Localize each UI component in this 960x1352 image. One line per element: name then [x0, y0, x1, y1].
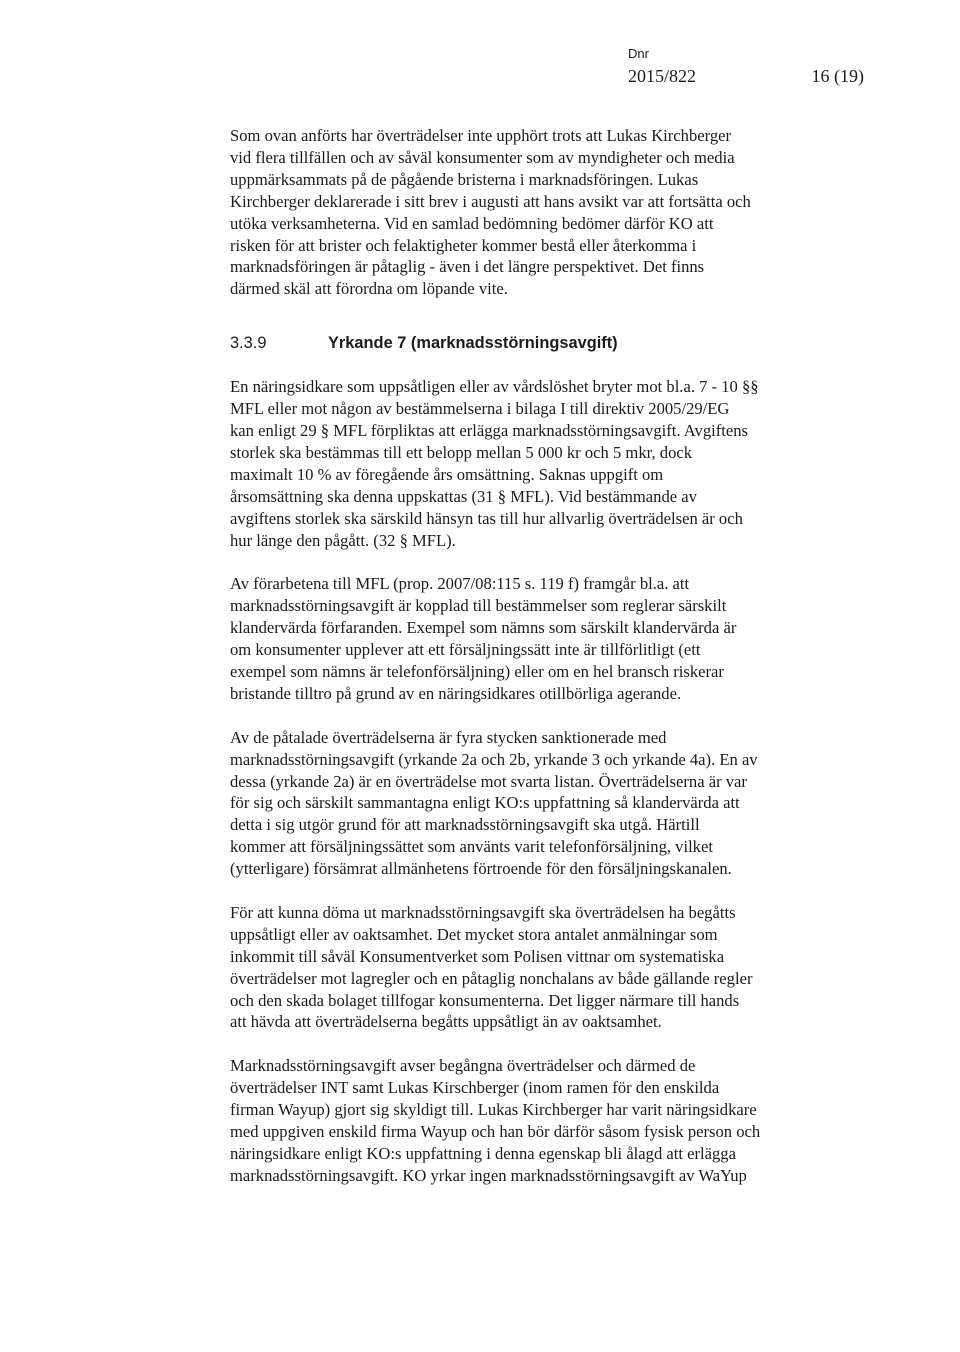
text-line: med uppgiven enskild firma Wayup och han bör därför såsom fysisk person och [230, 1122, 761, 1141]
text-line: avgiftens storlek ska särskild hänsyn tas till hur allvarlig överträdelsen är och [230, 508, 743, 528]
text-line: att hävda att överträdelserna begåtts uppsåtligt än av oaktsamhet. [230, 1012, 662, 1032]
text-line: firman Wayup) gjort sig skyldigt till. Lukas Kirchberger har varit näringsidkare [230, 1100, 757, 1120]
text-line: hur länge den pågått. (32 § MFL). [230, 530, 456, 550]
paragraph-4 [230, 727, 842, 880]
paragraph-3 [230, 573, 842, 704]
text-line: bristande tilltro på grund av en näringsidkares otillbörliga agerande. [230, 683, 682, 703]
dnr-label: Dnr [628, 46, 649, 61]
text-line: maximalt 10 % av föregående års omsättning. Saknas uppgift om [230, 464, 664, 484]
text-line: inkommit till såväl Konsumentverket som Polisen vittnar om systematiska [230, 946, 725, 966]
text-line: klandervärda förfaranden. Exempel som nämns som särskilt klandervärda är [230, 618, 737, 638]
text-line: och den skada bolaget tillfogar konsumenterna. Det ligger närmare till hands [230, 990, 740, 1010]
paragraph-5 [230, 902, 842, 1033]
document-body [230, 125, 842, 1209]
paragraph-6 [230, 1055, 842, 1186]
text-line: storlek ska bestämmas till ett belopp mellan 5 000 kr och 5 mkr, dock [230, 442, 693, 462]
paragraph-2 [230, 376, 842, 551]
text-line: Kirchberger deklarerade i sitt brev i augusti att hans avsikt var att fortsätta och [230, 191, 751, 211]
text-line: överträdelser INT samt Lukas Kirschberger (inom ramen för den enskilda [230, 1078, 720, 1098]
text-line: årsomsättning ska denna uppskattas (31 § MFL). Vid bestämmande av [230, 486, 697, 506]
text-line: (ytterligare) försämrat allmänhetens förtroende för den försäljningskanalen. [230, 859, 732, 879]
paragraph-1 [230, 125, 842, 300]
text-line: överträdelser mot lagregler och en påtaglig nonchalans av både gällande regler [230, 968, 753, 988]
text-line: dessa (yrkande 2a) är en överträdelse mot svarta listan. Överträdelserna är var [230, 771, 747, 791]
text-line: risken för att brister och felaktigheter kommer bestå eller återkomma i [230, 235, 697, 255]
dnr-row [628, 64, 864, 88]
text-line: En näringsidkare som uppsåtligen eller av vårdslöshet bryter mot bl.a. 7 - 10 §§ [230, 377, 759, 397]
text-line: marknadsföringen är påtaglig - även i det längre perspektivet. Det finns [230, 257, 705, 277]
text-line: om konsumenter upplever att ett försäljningssätt inte är tillförlitligt (ett [230, 640, 701, 660]
text-line: marknadsstörningsavgift (yrkande 2a och 2b, yrkande 3 och yrkande 4a). En av [230, 749, 758, 769]
text-line: MFL eller mot någon av bestämmelserna i bilaga I till direktiv 2005/29/EG [230, 399, 730, 419]
dnr-number: 2015/822 [628, 66, 697, 86]
text-line: näringsidkare enligt KO:s uppfattning i denna egenskap bli ålagd att erlägga [230, 1143, 736, 1163]
text-line: För att kunna döma ut marknadsstörningsavgift ska överträdelsen ha begåtts [230, 902, 736, 922]
text-line: Av de påtalade överträdelserna är fyra stycken sanktionerade med [230, 727, 667, 747]
text-line: Av förarbetena till MFL (prop. 2007/08:115 s. 119 f) framgår bl.a. att [230, 574, 690, 594]
section-title: Yrkande 7 (marknadsstörningsavgift) [328, 334, 618, 353]
text-line: Marknadsstörningsavgift avser begångna överträdelser och därmed de [230, 1056, 696, 1076]
page-header [628, 46, 864, 88]
text-line: uppsåtligt eller av oaktsamhet. Det mycket stora antalet anmälningar som [230, 924, 718, 944]
text-line: vid flera tillfällen och av såväl konsumenter som av myndigheter och media [230, 147, 735, 167]
text-line: uppmärksammats på de pågående bristerna i marknadsföringen. Lukas [230, 169, 699, 189]
text-line: för sig och särskilt sammantagna enligt KO:s uppfattning så klandervärda att [230, 793, 740, 813]
section-heading [230, 332, 842, 354]
text-line: exempel som nämns är telefonförsäljning) eller om en hel bransch riskerar [230, 662, 724, 682]
text-line: detta i sig utgör grund för att marknadsstörningsavgift ska utgå. Härtill [230, 815, 700, 835]
text-line: marknadsstörningsavgift är kopplad till bestämmelser som reglerar särskilt [230, 596, 727, 616]
page-number: 16 (19) [811, 66, 864, 86]
text-line: kommer att försäljningssättet som använts varit telefonförsäljning, vilket [230, 837, 713, 857]
text-line: marknadsstörningsavgift. KO yrkar ingen marknadsstörningsavgift av WaYup [230, 1165, 747, 1185]
text-line: utöka verksamheterna. Vid en samlad bedömning bedömer därför KO att [230, 213, 714, 233]
text-line: Som ovan anförts har överträdelser inte upphört trots att Lukas Kirchberger [230, 126, 732, 145]
text-line: därmed skäl att förordna om löpande vite. [230, 279, 508, 299]
text-line: kan enligt 29 § MFL förpliktas att erlägga marknadsstörningsavgift. Avgiftens [230, 421, 748, 441]
section-number: 3.3.9 [230, 334, 267, 353]
